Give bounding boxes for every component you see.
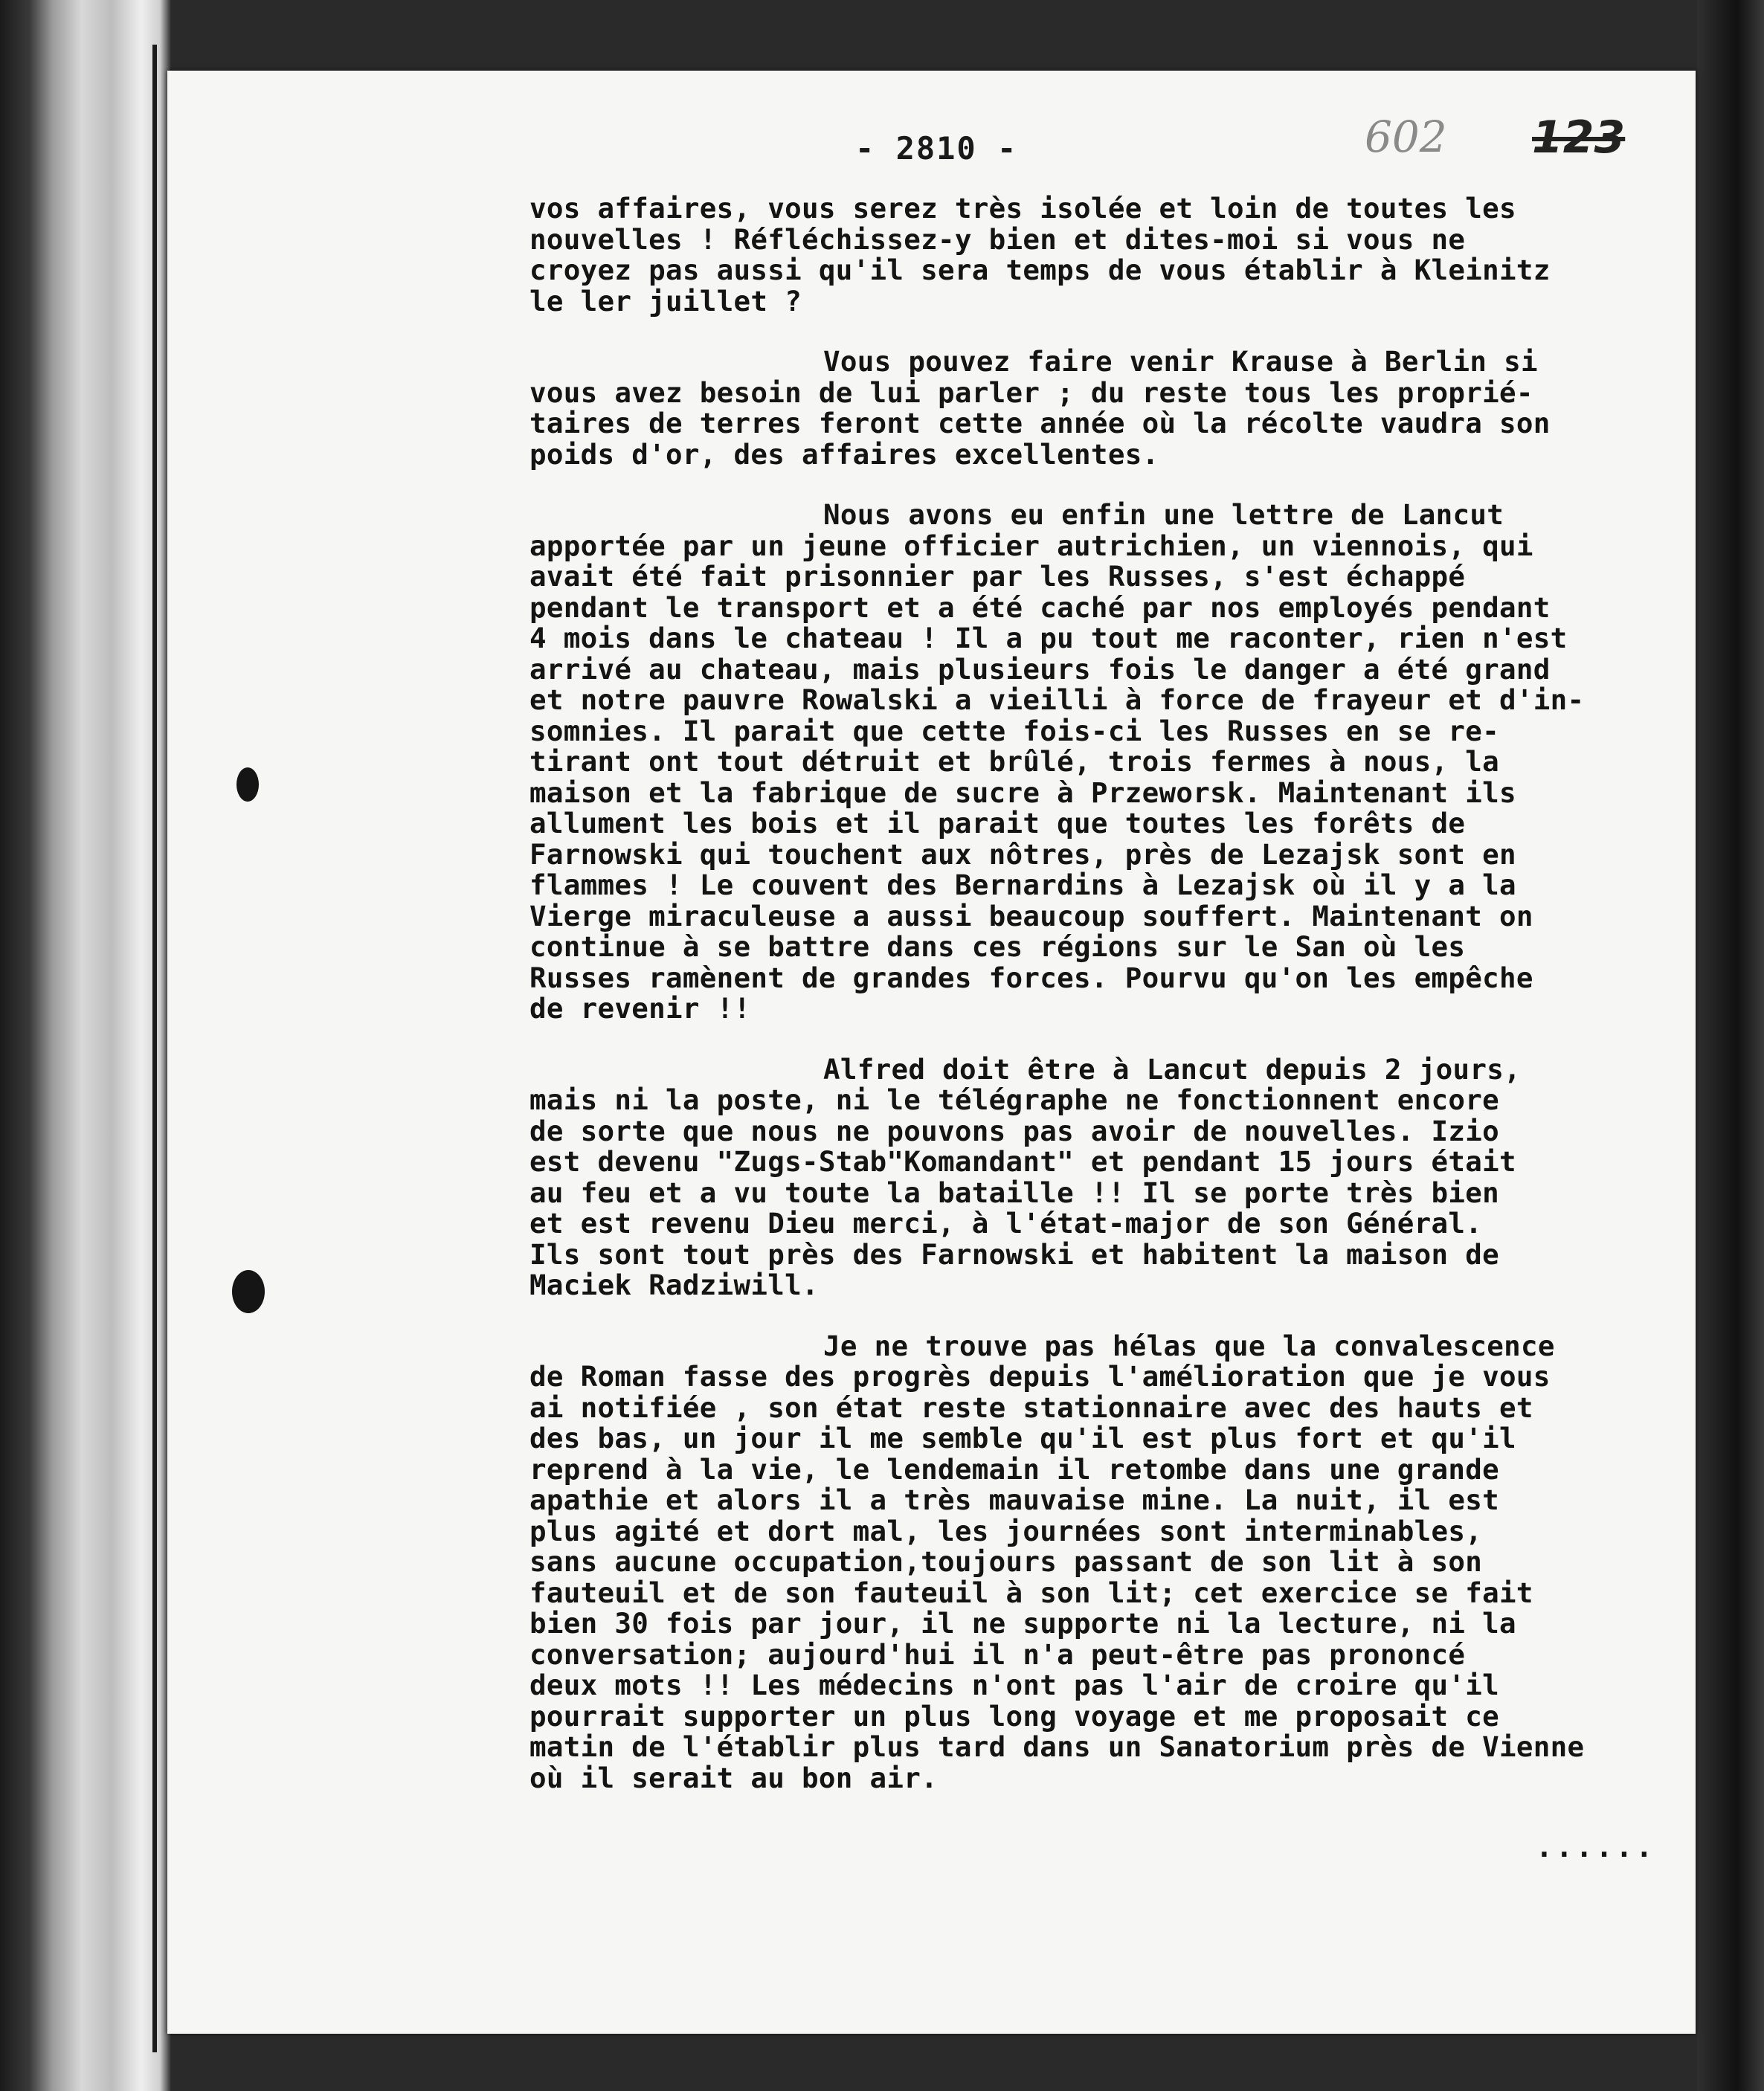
text-line: deux mots !! Les médecins n'ont pas l'air de croire qu'il	[529, 1669, 1499, 1701]
text-line: de Roman fasse des progrès depuis l'amélioration que je vous	[529, 1360, 1551, 1393]
text-line: allument les bois et il parait que toutes les forêts de	[529, 807, 1466, 840]
punch-hole-bottom	[232, 1270, 265, 1313]
text-line: avait été fait prisonnier par les Russes, s'est échappé	[529, 560, 1466, 593]
text-line: tirant ont tout détruit et brûlé, trois fermes à nous, la	[529, 745, 1499, 778]
text-line: Farnowski qui touchent aux nôtres, près de Lezajsk sont en	[529, 837, 1516, 871]
paragraph	[529, 500, 1690, 1025]
text-line: Alfred doit être à Lancut depuis 2 jours,	[823, 1052, 1521, 1086]
text-line: Vierge miraculeuse a aussi beaucoup souffert. Maintenant on	[529, 899, 1533, 932]
text-line: ai notifiée , son état reste stationnaire avec des hauts et	[529, 1391, 1533, 1424]
paragraph	[529, 347, 1690, 470]
text-line: Vous pouvez faire venir Krause à Berlin si	[823, 345, 1538, 378]
text-line: poids d'or, des affaires excellentes.	[529, 437, 1159, 471]
binder-spine	[152, 45, 157, 2052]
paragraph	[529, 193, 1690, 317]
text-line: continue à se battre dans ces régions sur le San où les	[529, 930, 1466, 963]
text-line: de revenir !!	[529, 992, 751, 1025]
text-line: et est revenu Dieu merci, à l'état-major de son Général.	[529, 1207, 1483, 1240]
paragraph	[529, 1054, 1690, 1301]
page-number: - 2810 -	[855, 130, 1018, 167]
text-line: conversation; aujourd'hui il n'a peut-être pas prononcé	[529, 1637, 1466, 1671]
letter-body	[529, 193, 1690, 1794]
text-line: croyez pas aussi qu'il sera temps de vous établir à Kleinitz	[529, 254, 1551, 286]
text-line: matin de l'établir plus tard dans un Sanatorium près de Vienne	[529, 1730, 1585, 1763]
text-line: des bas, un jour il me semble qu'il est plus fort et qu'il	[529, 1422, 1516, 1454]
text-line: est devenu "Zugs-Stab"Komandant" et pendant 15 jours était	[529, 1145, 1516, 1178]
text-line: Nous avons eu enfin une lettre de Lancut	[823, 498, 1504, 531]
text-line: somnies. Il parait que cette fois-ci les Russes en se re-	[529, 714, 1499, 747]
text-line: Maciek Radziwill.	[529, 1269, 819, 1301]
text-line: Je ne trouve pas hélas que la convalescence	[823, 1329, 1555, 1362]
text-line: 4 mois dans le chateau ! Il a pu tout me raconter, rien n'est	[529, 622, 1568, 654]
stamp-number: 123	[1532, 112, 1626, 164]
text-line: où il serait au bon air.	[529, 1761, 939, 1794]
archive-number: 602	[1365, 112, 1447, 162]
text-line: Russes ramènent de grandes forces. Pourvu qu'on les empêche	[529, 961, 1533, 994]
text-line: apportée par un jeune officier autrichien, un viennois, qui	[529, 529, 1533, 562]
paragraph	[529, 1331, 1690, 1794]
text-line: bien 30 fois par jour, il ne supporte ni la lecture, ni la	[529, 1607, 1516, 1640]
punch-hole-top	[236, 767, 259, 802]
text-line: le ler juillet ?	[529, 284, 802, 318]
text-line: et notre pauvre Rowalski a vieilli à force de frayeur et d'in-	[529, 683, 1585, 716]
text-line: pourrait supporter un plus long voyage et me proposait ce	[529, 1699, 1499, 1733]
text-line: fauteuil et de son fauteuil à son lit; cet exercice se fait	[529, 1576, 1533, 1609]
binder-edge	[0, 0, 171, 2091]
text-line: plus agité et dort mal, les journées sont interminables,	[529, 1514, 1483, 1547]
text-line: flammes ! Le couvent des Bernardins à Lezajsk où il y a la	[529, 869, 1516, 901]
text-line: maison et la fabrique de sucre à Przeworsk. Maintenant ils	[529, 776, 1516, 809]
text-line: Ils sont tout près des Farnowski et habitent la maison de	[529, 1237, 1499, 1271]
text-line: arrivé au chateau, mais plusieurs fois le danger a été grand	[529, 652, 1551, 686]
text-line: taires de terres feront cette année où la récolte vaudra son	[529, 407, 1551, 439]
text-line: nouvelles ! Réfléchissez-y bien et dites-moi si vous ne	[529, 222, 1466, 256]
scan-right-edge	[1697, 0, 1764, 2091]
text-line: reprend à la vie, le lendemain il retombe dans une grande	[529, 1452, 1499, 1486]
text-line: vous avez besoin de lui parler ; du reste tous les proprié-	[529, 376, 1533, 409]
text-line: au feu et a vu toute la bataille !! Il se porte très bien	[529, 1176, 1499, 1209]
text-line: sans aucune occupation,toujours passant de son lit à son	[529, 1545, 1483, 1578]
text-line: vos affaires, vous serez très isolée et loin de toutes les	[529, 192, 1516, 225]
text-line: de sorte que nous ne pouvons pas avoir de nouvelles. Izio	[529, 1114, 1499, 1147]
text-line: apathie et alors il a très mauvaise mine. La nuit, il est	[529, 1483, 1499, 1516]
text-line: pendant le transport et a été caché par nos employés pendant	[529, 590, 1551, 624]
continuation-dots: ......	[1536, 1831, 1656, 1863]
text-line: mais ni la poste, ni le télégraphe ne fonctionnent encore	[529, 1083, 1499, 1116]
